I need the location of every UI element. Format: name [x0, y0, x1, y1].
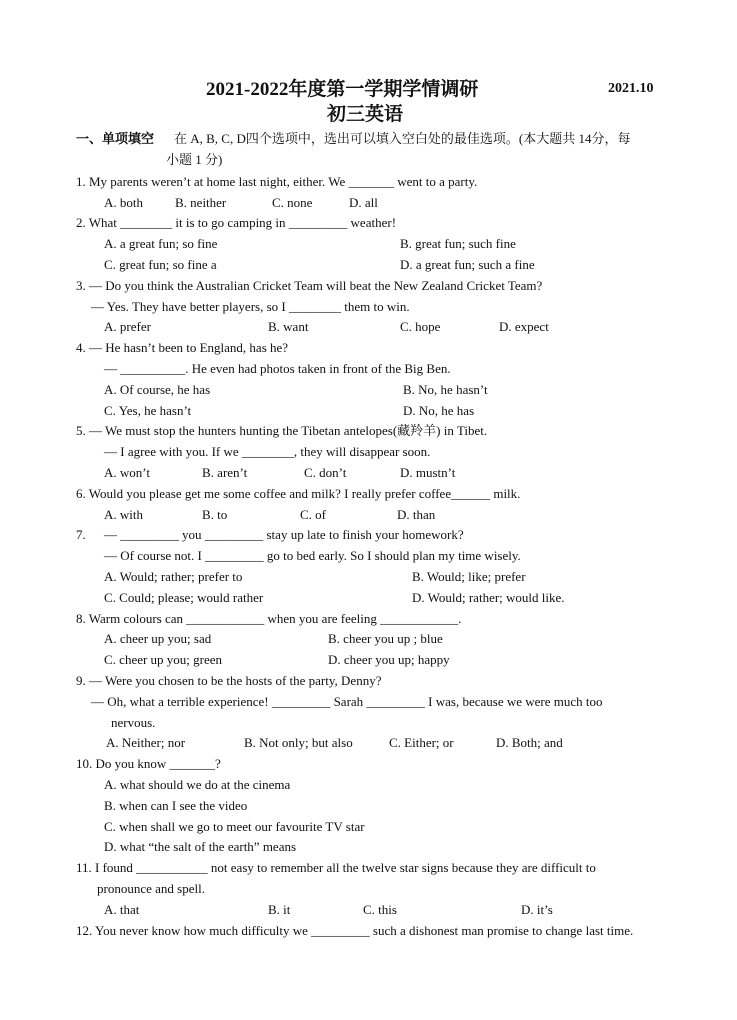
option: D. what “the salt of the earth” means	[104, 839, 297, 854]
question-stem: — __________. He even had photos taken in front of the Big Ben.	[104, 361, 451, 376]
question-stem: 5. — We must stop the hunters hunting the Tibetan antelopes(藏羚羊) in Tibet.	[76, 423, 488, 438]
option: D. than	[397, 507, 436, 522]
document-title: 2021-2022年度第一学期学情调研	[206, 79, 479, 100]
question-stem: 4. — He hasn’t been to England, has he?	[76, 340, 289, 355]
option: D. it’s	[521, 902, 553, 917]
option: A. Neither; nor	[106, 735, 186, 750]
question-stem: — Yes. They have better players, so I ________ them to win.	[91, 299, 410, 314]
option: A. with	[104, 507, 143, 522]
option: B. No, he hasn’t	[403, 382, 488, 397]
section-instruction-line1: 在 A, B, C, D四个选项中，选出可以填入空白处的最佳选项。(本大题共 14分，每	[174, 131, 631, 146]
question-stem: — Oh, what a terrible experience! _________ Sarah _________ I was, because we were much too	[91, 694, 603, 709]
option: B. aren’t	[202, 465, 248, 480]
question-stem: 2. What ________ it is to go camping in _________ weather!	[76, 215, 397, 230]
option: B. it	[268, 902, 291, 917]
option: D. mustn’t	[400, 465, 456, 480]
option: B. neither	[175, 195, 227, 210]
option: C. none	[272, 195, 313, 210]
question-number: 7.	[76, 527, 86, 542]
option: D. a great fun; such a fine	[400, 257, 535, 272]
question-stem: — I agree with you. If we ________, they will disappear soon.	[104, 444, 431, 459]
document-subtitle: 初三英语	[327, 104, 404, 125]
question-stem: nervous.	[111, 715, 156, 730]
option: D. Would; rather; would like.	[412, 590, 565, 605]
option: C. Yes, he hasn’t	[104, 403, 192, 418]
question-stem: 3. — Do you think the Australian Cricket Team will beat the New Zealand Cricket Team?	[76, 278, 543, 293]
question-stem: — _________ you _________ stay up late to finish your homework?	[104, 527, 464, 542]
option: A. prefer	[104, 319, 151, 334]
option: C. this	[363, 902, 397, 917]
option: D. expect	[499, 319, 549, 334]
question-stem: 10. Do you know _______?	[76, 756, 221, 771]
option: C. Could; please; would rather	[104, 590, 264, 605]
option: A. won’t	[104, 465, 150, 480]
section-title: 一、单项填空	[76, 131, 155, 146]
option: B. cheer you up ; blue	[328, 631, 443, 646]
option: D. all	[349, 195, 378, 210]
option: C. of	[300, 507, 326, 522]
option: C. great fun; so fine a	[104, 257, 217, 272]
question-stem: — Of course not. I _________ go to bed early. So I should plan my time wisely.	[104, 548, 521, 563]
exam-date: 2021.10	[608, 81, 654, 96]
question-stem: 12. You never know how much difficulty we _________ such a dishonest man promise to change last time.	[76, 923, 634, 938]
option: A. both	[104, 195, 143, 210]
question-stem: 6. Would you please get me some coffee and milk? I really prefer coffee______ milk.	[76, 486, 521, 501]
option: C. when shall we go to meet our favourite TV star	[104, 819, 365, 834]
option: A. Would; rather; prefer to	[104, 569, 243, 584]
question-stem: 1. My parents weren’t at home last night, either. We _______ went to a party.	[76, 174, 478, 189]
option: A. cheer up you; sad	[104, 631, 212, 646]
option: C. cheer up you; green	[104, 652, 223, 667]
option: C. Either; or	[389, 735, 454, 750]
question-stem: 8. Warm colours can ____________ when you are feeling ____________.	[76, 611, 462, 626]
option: D. cheer you up; happy	[328, 652, 450, 667]
option: B. to	[202, 507, 228, 522]
option: C. don’t	[304, 465, 347, 480]
section-instruction-line2: 小题 1 分)	[166, 152, 223, 167]
question-stem: pronounce and spell.	[97, 881, 205, 896]
option: A. Of course, he has	[104, 382, 211, 397]
option: D. No, he has	[403, 403, 475, 418]
option: B. want	[268, 319, 309, 334]
option: B. great fun; such fine	[400, 236, 516, 251]
question-stem: 9. — Were you chosen to be the hosts of the party, Denny?	[76, 673, 382, 688]
question-stem: 11. I found ___________ not easy to remember all the twelve star signs because they are difficult to	[76, 860, 596, 875]
option: A. what should we do at the cinema	[104, 777, 291, 792]
option: A. that	[104, 902, 140, 917]
option: A. a great fun; so fine	[104, 236, 218, 251]
section-heading	[76, 131, 154, 147]
option: D. Both; and	[496, 735, 563, 750]
option: B. Would; like; prefer	[412, 569, 526, 584]
option: C. hope	[400, 319, 441, 334]
option: B. when can I see the video	[104, 798, 248, 813]
option: B. Not only; but also	[244, 735, 353, 750]
